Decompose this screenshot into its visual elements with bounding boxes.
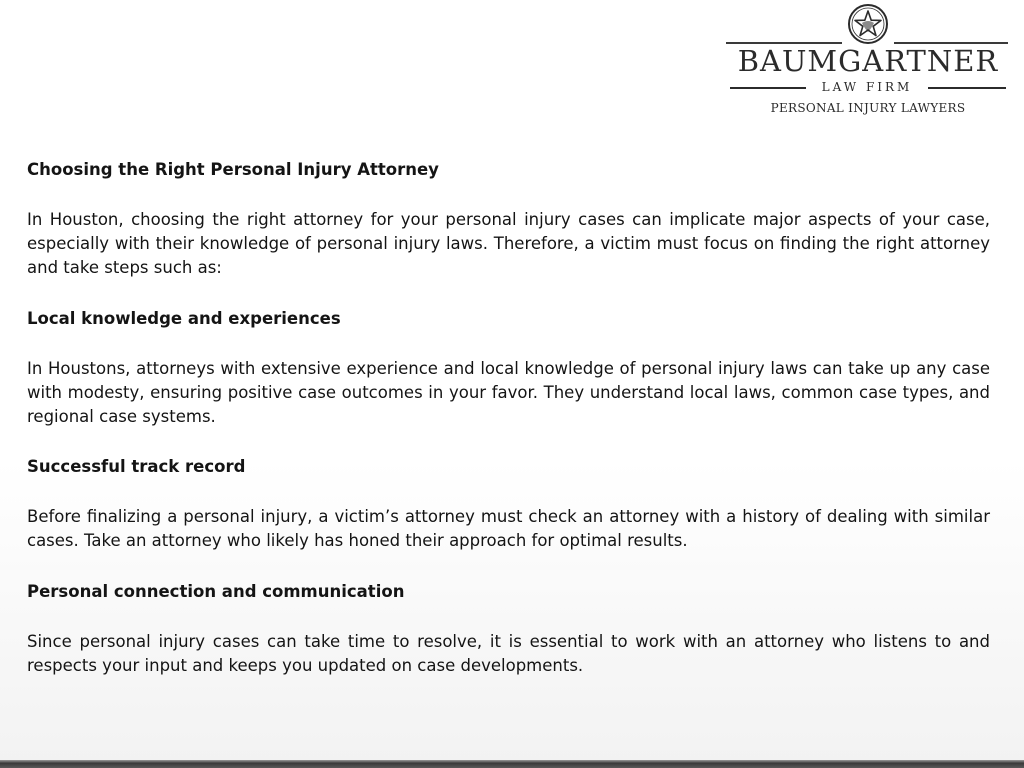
section-heading: Successful track record [27, 457, 246, 477]
logo-tagline: PERSONAL INJURY LAWYERS [770, 101, 966, 115]
firm-logo [722, 2, 1014, 120]
section-body: Before finalizing a personal injury, a victim’s attorney must check an attorney with a history of dealing with similar cases. Take an attorney who likely has honed their approach for optimal results. [27, 507, 990, 551]
section-heading: Choosing the Right Personal Injury Attorney [27, 160, 439, 179]
logo-subtitle: LAW FIRM [821, 80, 913, 94]
section-heading: Local knowledge and experiences [27, 308, 341, 328]
logo-subtitle-rule-right [928, 87, 1006, 89]
star-circle-icon [846, 2, 890, 46]
section-body: Since personal injury cases can take time to resolve, it is essential to work with an attorney who listens to and respects your input and keeps you updated on case developments. [27, 631, 990, 675]
bottom-shadow-bar [0, 760, 1024, 768]
section-body: In Houstons, attorneys with extensive experience and local knowledge of personal injury laws can take up any case with modesty, ensuring positive case outcomes in your favor. They understand local laws, common case types, and regional case systems. [27, 358, 990, 427]
article-content [27, 158, 990, 704]
logo-subtitle-rule-left [730, 87, 806, 89]
section-body: In Houston, choosing the right attorney for your personal injury cases can implicate major aspects of your case, especially with their knowledge of personal injury laws. Therefore, a victim must focus on finding the right attorney and take steps such as: [27, 210, 990, 278]
logo-subtitle-row [722, 78, 1014, 96]
logo-firm-name: BAUMGARTNER [737, 44, 999, 78]
section-heading: Personal connection and communication [27, 581, 405, 601]
